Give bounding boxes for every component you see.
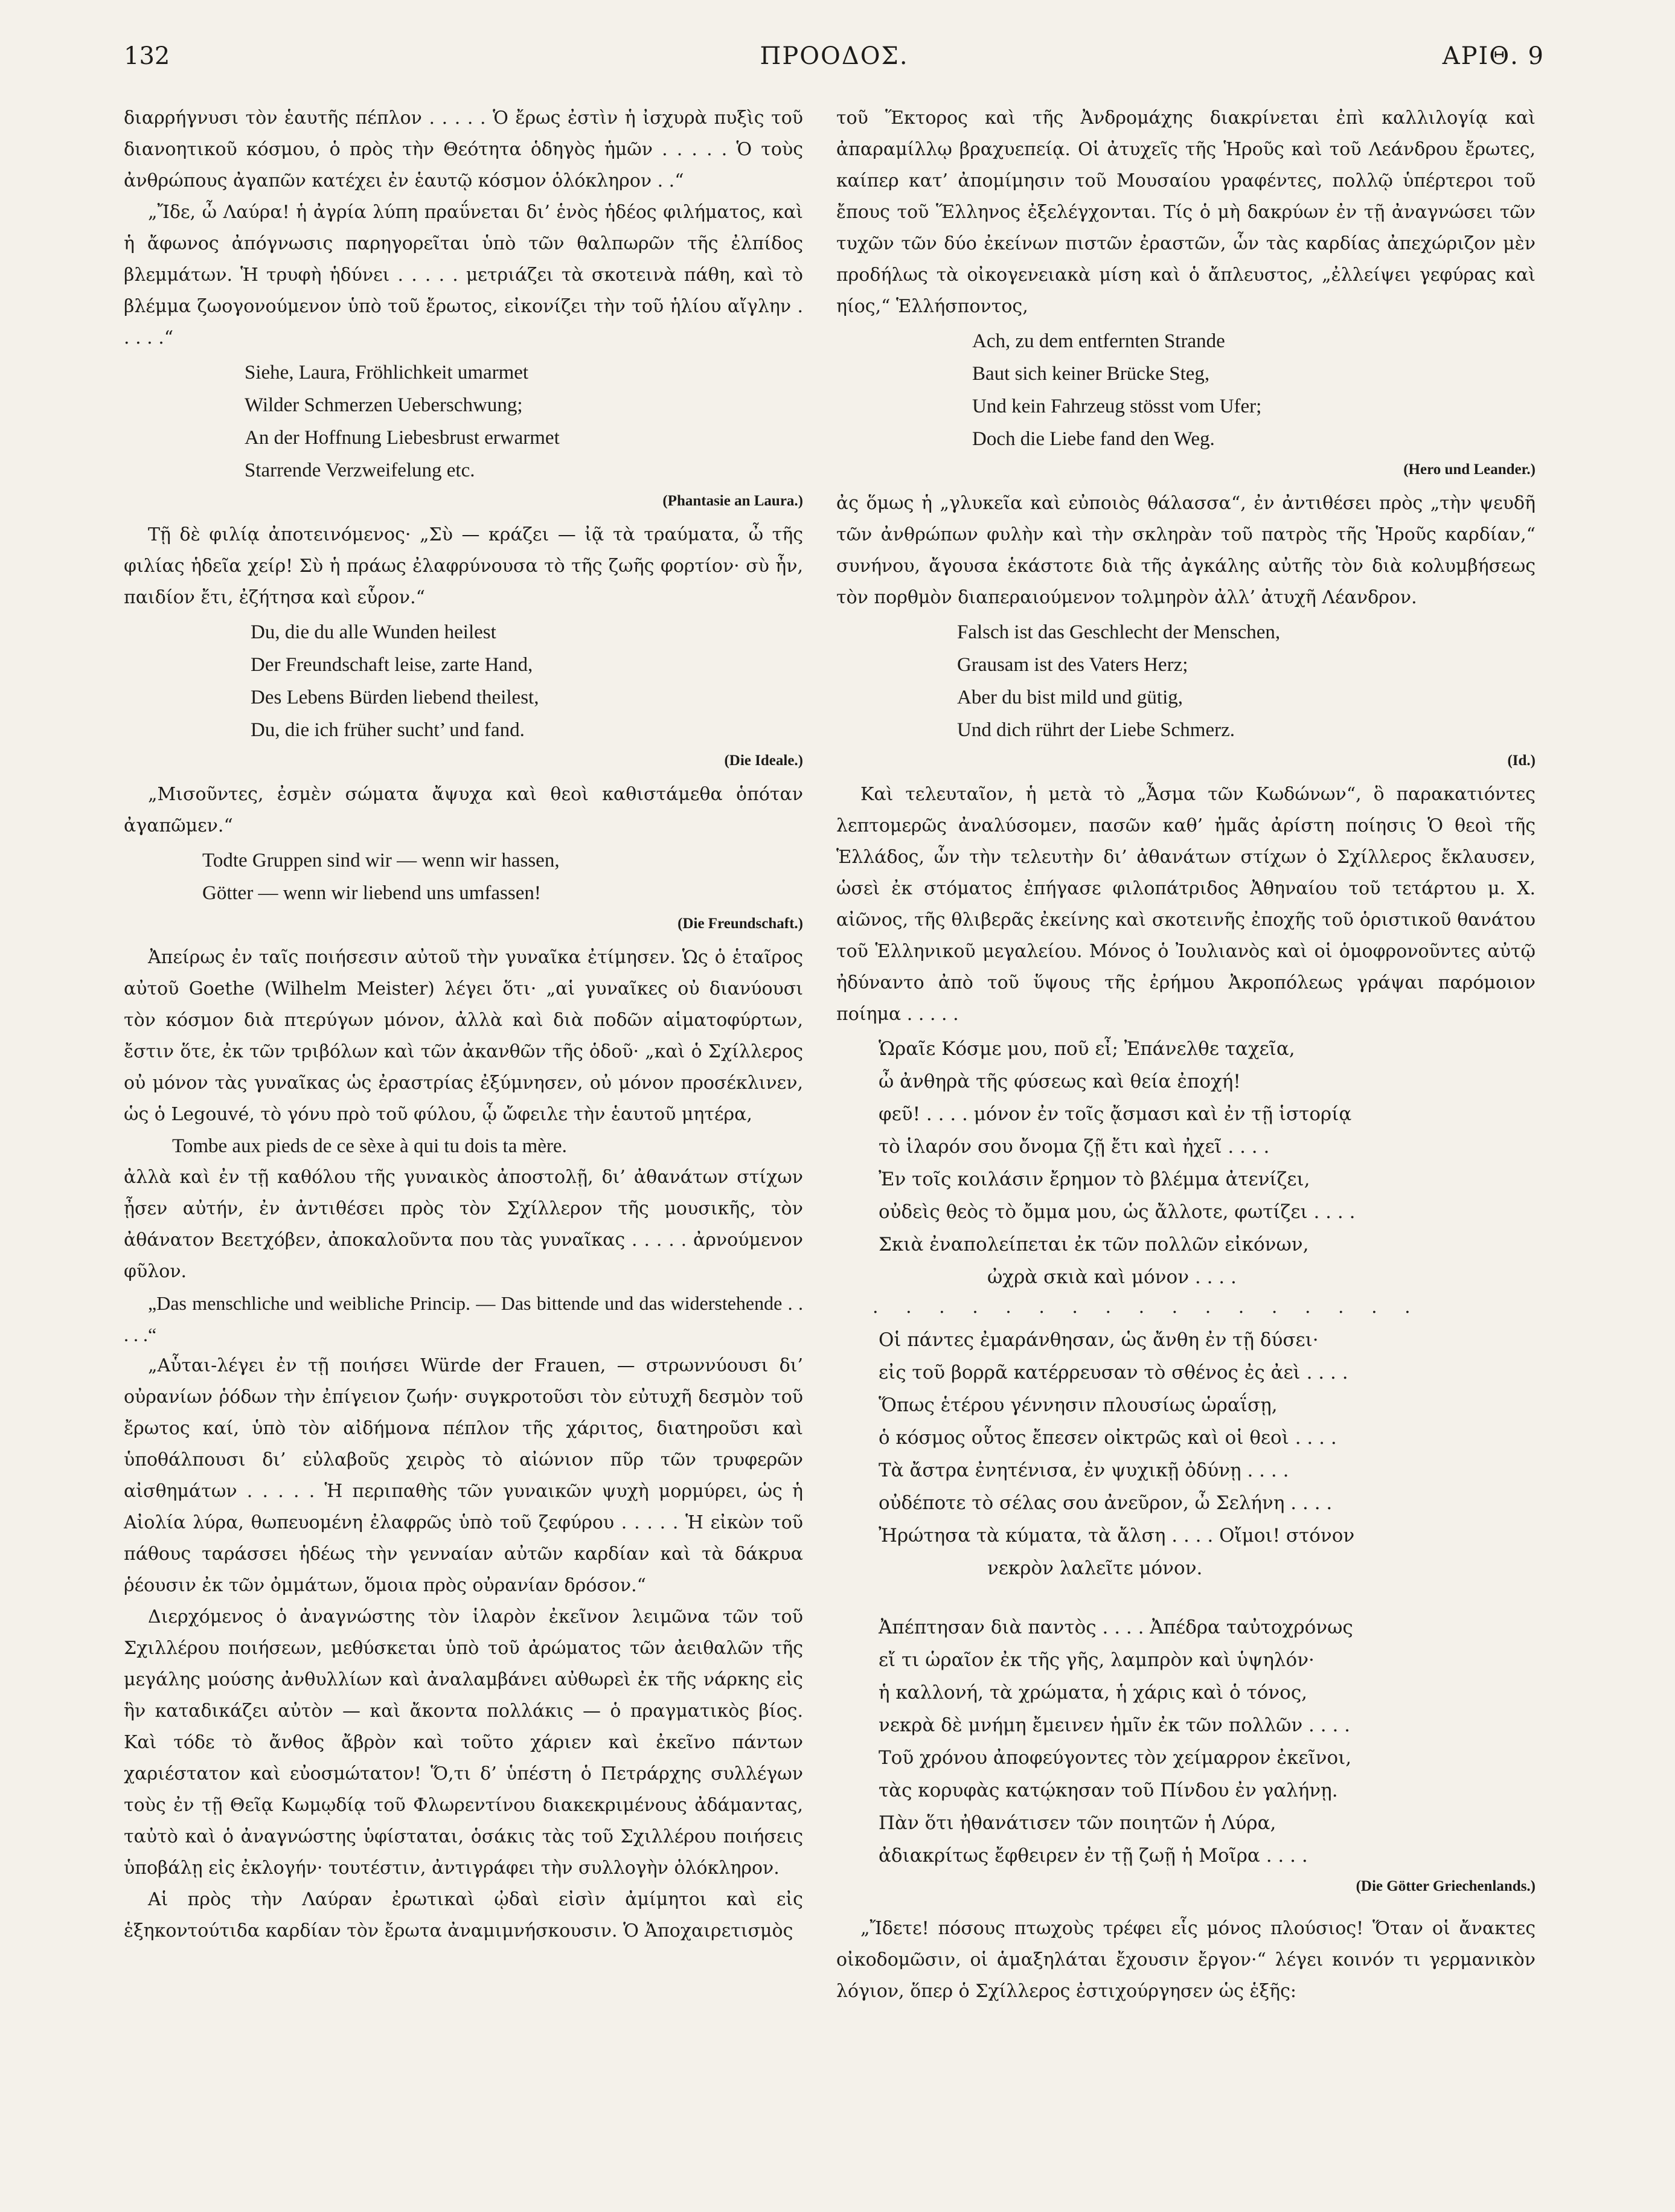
verse-block	[836, 1611, 1536, 1872]
verse-line: τὰς κορυφὰς κατῴκησαν τοῦ Πίνδου ἐν γαλήνῃ.	[879, 1780, 1338, 1801]
paragraph: „Μισοῦντες, ἐσμὲν σώματα ἄψυχα καὶ θεοὶ καθιστάμεθα ὁπόταν ἀγαπῶμεν.“	[124, 784, 803, 836]
verse-line: νεκρὸν λαλεῖτε μόνον.	[987, 1557, 1203, 1579]
verse-line: Baut sich keiner Brücke Steg,	[972, 363, 1210, 385]
verse-line: εἰς τοῦ βορρᾶ κατέρρευσαν τὸ σθένος ἐς ἀεὶ . . . .	[879, 1362, 1348, 1383]
verse-source: (Die Freundschaft.)	[677, 915, 803, 932]
verse-source: (Hero und Leander.)	[1403, 461, 1536, 478]
paragraph: τοῦ Ἕκτορος καὶ τῆς Ἀνδρομάχης διακρίνεται ἐπὶ καλλιλογίᾳ καὶ ἀπαραμίλλῳ βραχυεπείᾳ. Οἱ ἀτυχεῖς τῆς Ἡροῦς καὶ τοῦ Λεάνδρου ἔρωτες, καίπερ κατ’ ἀπομίμησιν τοῦ Μουσαίου γραφέντες, πολλῷ ὑπέρτεροι τοῦ ἔπους τοῦ Ἕλληνος ἐξελέγχονται. Τίς ὁ μὴ δακρύων ἐν τῇ ἀναγνώσει τῶν τυχῶν τῶν δύο ἐκείνων πιστῶν ἐραστῶν, ὧν τὰς καρδίας ἀπεχώριζον μὲν προδήλως τὰ οἰκογενειακὰ μίση καὶ ὁ ἄπλευστος, „ἐλλείψει γεφύρας καὶ ηίος,“ Ἑλλήσποντος,	[836, 107, 1536, 317]
left-column	[124, 103, 803, 1947]
paragraph: Τῇ δὲ φιλίᾳ ἀποτεινόμενος· „Σὺ — κράζει — ἰᾷ τὰ τραύματα, ὦ τῆς φιλίας ἡδεῖα χείρ! Σὺ ἡ πράως ἐλαφρύνουσα τὸ τῆς ζωῆς φορτίον· σὺ ἦν, παιδίον ἔτι, ἐζήτησα καὶ εὗρον.“	[124, 524, 803, 608]
verse-block	[836, 1033, 1536, 1294]
paragraph: διαρρήγνυσι τὸν ἑαυτῆς πέπλον . . . . . Ὁ ἔρως ἐστὶν ἡ ἰσχυρὰ πυξὶς τοῦ διανοητικοῦ κόσμου, ὁ πρὸς τὴν Θεότητα ὁδηγὸς ἡμῶν . . . . . Ὁ τοὺς ἀνθρώπους ἀγαπῶν κατέχει ἐν ἑαυτῷ κόσμον ὁλόκληρον . .“	[124, 107, 803, 191]
french-verse: Tombe aux pieds de ce sèxe à qui tu dois ta mère.	[172, 1135, 567, 1157]
paragraph: „Das menschliche und weibliche Princip. — Das bittende und das widerstehende . . . . .“	[124, 1292, 803, 1345]
verse-line: Grausam ist des Vaters Herz;	[957, 654, 1188, 676]
verse-line: εἴ τι ὡραῖον ἐκ τῆς γῆς, λαμπρὸν καὶ ὑψηλόν·	[879, 1649, 1315, 1671]
verse-line: φεῦ! . . . . μόνον ἐν τοῖς ᾄσμασι καὶ ἐν τῇ ἱστορίᾳ	[879, 1103, 1352, 1125]
verse-line: Τοῦ χρόνου ἀποφεύγοντες τὸν χείμαρρον ἐκεῖνοι,	[879, 1747, 1352, 1769]
verse-line: Und dich rührt der Liebe Schmerz.	[957, 719, 1235, 741]
verse-line: Ὅπως ἑτέρου γέννησιν πλουσίως ὡραΐσῃ,	[879, 1394, 1278, 1416]
verse-line: Ἐν τοῖς κοιλάσιν ἔρημον τὸ βλέμμα ἀτενίζει,	[879, 1169, 1310, 1190]
verse-line: Du, die ich früher sucht’ und fand.	[251, 719, 525, 741]
paragraph: Διερχόμενος ὁ ἀναγνώστης τὸν ἱλαρὸν ἐκεῖνον λειμῶνα τῶν τοῦ Σχιλλέρου ποιήσεων, μεθύσκεται ὑπὸ τοῦ ἀρώματος τῶν ἀειθαλῶν τῆς μεγάλης μούσης ἀνθυλλίων καὶ ἀναλαμβάνει αὐθωρεὶ ἐκ τῆς νάρκης εἰς ἣν καταδικάζει αὐτὸν — καὶ ἄκοντα πολλάκις — ὁ πραγματικὸς βίος. Καὶ τόδε τὸ ἄνθος ἄβρὸν καὶ τοῦτο χάριεν καὶ ἐκεῖνο πάντων χαριέστατον καὶ εὐοσμώτατον! Ὅ,τι δ’ ὑπέστη ὁ Πετράρχης συλλέγων τοὺς ἐν τῇ Θεῖᾳ Κωμῳδίᾳ τοῦ Φλωρεντίνου διακεκριμένους ἀδάμαντας, ταὐτὸ καὶ ὁ ἀναγνώστης ὑφίσταται, ὁσάκις τὰς τοῦ Σχιλλέρου ποιήσεις ὑποβάλῃ εἰς ἐκλογήν· τουτέστιν, ἀντιγράφει τὴν συλλογὴν ὁλόκληρον.	[124, 1606, 803, 1879]
verse-block	[124, 356, 803, 487]
verse-line: Ὡραῖε Κόσμε μου, ποῦ εἶ; Ἐπάνελθε ταχεῖα,	[879, 1038, 1295, 1060]
verse-line: ὠχρὰ σκιὰ καὶ μόνον . . . .	[987, 1266, 1237, 1288]
verse-block	[124, 616, 803, 746]
verse-line: Σκιὰ ἐναπολείπεται ἐκ τῶν πολλῶν εἰκόνων,	[879, 1234, 1309, 1255]
verse-source: (Id.)	[1507, 752, 1536, 769]
verse-line: An der Hoffnung Liebesbrust erwarmet	[245, 427, 560, 449]
page-number: 132	[124, 42, 170, 70]
paragraph: Καὶ τελευταῖον, ἡ μετὰ τὸ „Ἆσμα τῶν Κωδώνων“, ὃ παρακατιόντες λεπτομερῶς ἀναλύσομεν, πασῶν καθ’ ἡμᾶς ἀρίστη ποίησις Ὁ θεοὶ τῆς Ἑλλάδος, ὧν τὴν τελευτὴν δι’ ἀθανάτων στίχων ὁ Σχίλλερος ἔκλαυσεν, ὡσεὶ ἐκ στόματος ἐπήγασε φιλοπάτριδος Ἀθηναίου τοῦ τετάρτου μ. Χ. αἰῶνος, τῆς θλιβερᾶς ἐκείνης καὶ σκοτεινῆς ἐποχῆς τοῦ ὁριστικοῦ θανάτου τοῦ Ἑλληνικοῦ μεγαλείου. Μόνος ὁ Ἰουλιανὸς καὶ οἱ ὁμοφρονοῦντες αὐτῷ ἠδύναντο ἀπὸ τοῦ ὕψους τῆς ἐρήμου Ἀκροπόλεως γράψαι παρόμοιον ποίημα . . . . .	[836, 784, 1536, 1025]
verse-line: ἡ καλλονή, τὰ χρώματα, ἡ χάρις καὶ ὁ τόνος,	[879, 1682, 1308, 1704]
paragraph: ἀλλὰ καὶ ἐν τῇ καθόλου τῆς γυναικὸς ἀποστολῇ, δι’ ἀθανάτων στίχων ᾖσεν αὐτήν, ἐν ἀντιθέσει πρὸς τὸν Σχίλλερον τῆς μουσικῆς, τὸν ἀθάνατον Βεετχόβεν, ἀποκαλοῦντα που τὰς γυναῖκας . . . . . ἀρνούμενον φῦλον.	[124, 1167, 803, 1282]
verse-line: Πὰν ὅτι ἠθανάτισεν τῶν ποιητῶν ἡ Λύρα,	[879, 1812, 1276, 1834]
verse-line: ἀδιακρίτως ἔφθειρεν ἐν τῇ ζωῇ ἡ Μοῖρα . . . .	[879, 1845, 1308, 1867]
verse-line: οὐδέποτε τὸ σέλας σου ἀνεῦρον, ὦ Σελήνη . . . .	[879, 1492, 1333, 1514]
verse-line: Starrende Verzweifelung etc.	[245, 460, 475, 481]
journal-title: ΠΡΟΟΔΟΣ.	[760, 42, 909, 70]
verse-line: Der Freundschaft leise, zarte Hand,	[251, 654, 533, 676]
verse-line: Todte Gruppen sind wir — wenn wir hassen,	[202, 850, 560, 871]
verse-line: Aber du bist mild und gütig,	[957, 687, 1183, 708]
verse-source: (Die Götter Griechenlands.)	[1356, 1878, 1536, 1894]
verse-line: Des Lebens Bürden liebend theilest,	[251, 687, 539, 708]
ellipsis-row: . . . . . . . . . . . . . . . . .	[873, 1297, 1421, 1318]
verse-line: ὁ κόσμος οὗτος ἔπεσεν οἰκτρῶς καὶ οἱ θεοὶ . . . .	[879, 1427, 1337, 1449]
paragraph: Ἀπείρως ἐν ταῖς ποιήσεσιν αὐτοῦ τὴν γυναῖκα ἐτίμησεν. Ὡς ὁ ἑταῖρος αὐτοῦ Goethe (Wilhelm Meister) λέγει ὅτι· „αἱ γυναῖκες οὐ διανύουσι τὸν κόσμον διὰ πτερύγων μόνον, ἀλλὰ καὶ διὰ ποδῶν αἱματοφύρτων, ἔστιν ὅτε, ἐκ τῶν τριβόλων καὶ τῶν ἀκανθῶν τῆς ὁδοῦ· „καὶ ὁ Σχίλλερος οὐ μόνον τὰς γυναῖκας ὡς ἐραστρίας ἐξύμνησεν, οὐ μόνον προσέκλινεν, ὡς ὁ Legouvé, τὸ γόνυ πρὸ τοῦ φύλου, ᾧ ὤφειλε τὴν ἑαυτοῦ μητέρα,	[124, 947, 803, 1125]
verse-block	[124, 844, 803, 909]
right-column	[836, 103, 1536, 2007]
paragraph: Αἱ πρὸς τὴν Λαύραν ἐρωτικαὶ ᾠδαὶ εἰσὶν ἀμίμητοι καὶ εἰς ἑξηκοντούτιδα καρδίαν τὸν ἔρωτα ἀναμιμνήσκουσιν. Ὁ Ἀποχαιρετισμὸς	[124, 1889, 803, 1941]
verse-line: Οἱ πάντες ἐμαράνθησαν, ὡς ἄνθη ἐν τῇ δύσει·	[879, 1329, 1319, 1351]
verse-block	[836, 325, 1536, 455]
verse-line: Falsch ist das Geschlecht der Menschen,	[957, 621, 1281, 643]
paragraph: ἀς ὅμως ἡ „γλυκεῖα καὶ εὐποιὸς θάλασσα“, ἐν ἀντιθέσει πρὸς „τὴν ψευδῆ τῶν ἀνθρώπων φυλὴν καὶ τὴν σκληρὰν τοῦ πατρὸς τῆς Ἡροῦς καρδίαν,“ συνήνου, ἄγουσα ἑκάστοτε διὰ τῆς ἀγκάλης αὐτῆς τὸν διὰ κολυμβήσεως τὸν πορθμὸν διαπεραιούμενον τολμηρὸν ἀλλ’ ἀτυχῆ Λέανδρον.	[836, 493, 1536, 608]
verse-line: Und kein Fahrzeug stösst vom Ufer;	[972, 396, 1262, 417]
verse-line: Doch die Liebe fand den Weg.	[972, 428, 1215, 450]
verse-line: Ach, zu dem entfernten Strande	[972, 330, 1225, 352]
verse-line: Siehe, Laura, Fröhlichkeit umarmet	[245, 362, 529, 383]
verse-line: Du, die du alle Wunden heilest	[251, 621, 496, 643]
verse-line: νεκρὰ δὲ μνήμη ἔμεινεν ἡμῖν ἐκ τῶν πολλῶν . . . .	[879, 1714, 1351, 1736]
issue-number: ΑΡΙΘ. 9	[1442, 42, 1545, 70]
verse-line: Ἠρώτησα τὰ κύματα, τὰ ἄλση . . . . Οἴμοι! στόνον	[879, 1525, 1355, 1547]
paragraph: „Ἴδε, ὦ Λαύρα! ἡ ἀγρία λύπη πραΰνεται δι’ ἑνὸς ἡδέος φιλήματος, καὶ ἡ ἄφωνος ἀπόγνωσις παρηγορεῖται ὑπὸ τῶν θαλπωρῶν τῆς ἐλπίδος βλεμμάτων. Ἡ τρυφὴ ἡδύνει . . . . . μετριάζει τὰ σκοτεινὰ πάθη, καὶ τὸ βλέμμα ζωογονούμενον ὑπὸ τοῦ ἔρωτος, εἰκονίζει τὴν τοῦ ἡλίου αἴγλην . . . . .“	[124, 202, 803, 348]
paragraph: „Ἴδετε! πόσους πτωχοὺς τρέφει εἷς μόνος πλούσιος! Ὅταν οἱ ἄνακτες οἰκοδομῶσιν, οἱ ἁμαξηλάται ἔχουσιν ἔργον·“ λέγει κοινόν τι γερμανικὸν λόγιον, ὅπερ ὁ Σχίλλερος ἐστιχούργησεν ὡς ἑξῆς:	[836, 1918, 1536, 2002]
verse-block	[836, 616, 1536, 746]
paragraph: „Αὗται-λέγει ἐν τῇ ποιήσει Würde der Frauen, — στρωννύουσι δι’ οὐρανίων ῥόδων τὴν ἐπίγειον ζωήν· συγκροτοῦσι τὸν εὐτυχῆ δεσμὸν τοῦ ἔρωτος καί, ὑπὸ τὸν αἰδήμονα πέπλον τῆς χάριτος, διατηροῦσι καὶ ὑποθάλπουσι δι’ εὐλαβοῦς χειρὸς τὸ αἰώνιον πῦρ τῶν τρυφερῶν αἰσθημάτων . . . . . Ἡ περιπαθὴς τῶν γυναικῶν ψυχὴ μορμύρει, ὡς ἡ Αἰολία λύρα, θωπευομένη ἐλαφρῶς ὑπὸ τοῦ ζεφύρου . . . . . Ἡ εἰκὼν τοῦ πάθους ταράσσει ἡδέως τὴν γενναίαν αὐτῶν καρδίαν καὶ τὰ δάκρυα ῥέουσιν ἐκ τῶν ὀμμάτων, ὅμοια πρὸς οὐρανίαν δρόσον.“	[124, 1355, 803, 1596]
verse-source: (Die Ideale.)	[724, 752, 803, 769]
verse-line: Götter — wenn wir liebend uns umfassen!	[202, 882, 541, 904]
verse-line: Ἀπέπτησαν διὰ παντὸς . . . . Ἀπέδρα ταὐτοχρόνως	[879, 1617, 1353, 1638]
verse-line: τὸ ἱλαρόν σου ὄνομα ζῇ ἔτι καὶ ἠχεῖ . . . .	[879, 1136, 1270, 1158]
verse-line: ὦ ἀνθηρὰ τῆς φύσεως καὶ θεία ἐποχή!	[879, 1071, 1241, 1092]
verse-line: Τὰ ἄστρα ἐνητένισα, ἐν ψυχικῇ ὀδύνῃ . . . .	[879, 1460, 1289, 1481]
verse-line: οὐδεὶς θεὸς τὸ ὄμμα μου, ὡς ἄλλοτε, φωτίζει . . . .	[879, 1201, 1356, 1223]
page-header	[124, 42, 1545, 79]
verse-source: (Phantasie an Laura.)	[662, 493, 803, 509]
verse-block	[836, 1324, 1536, 1585]
verse-line: Wilder Schmerzen Ueberschwung;	[245, 394, 523, 416]
